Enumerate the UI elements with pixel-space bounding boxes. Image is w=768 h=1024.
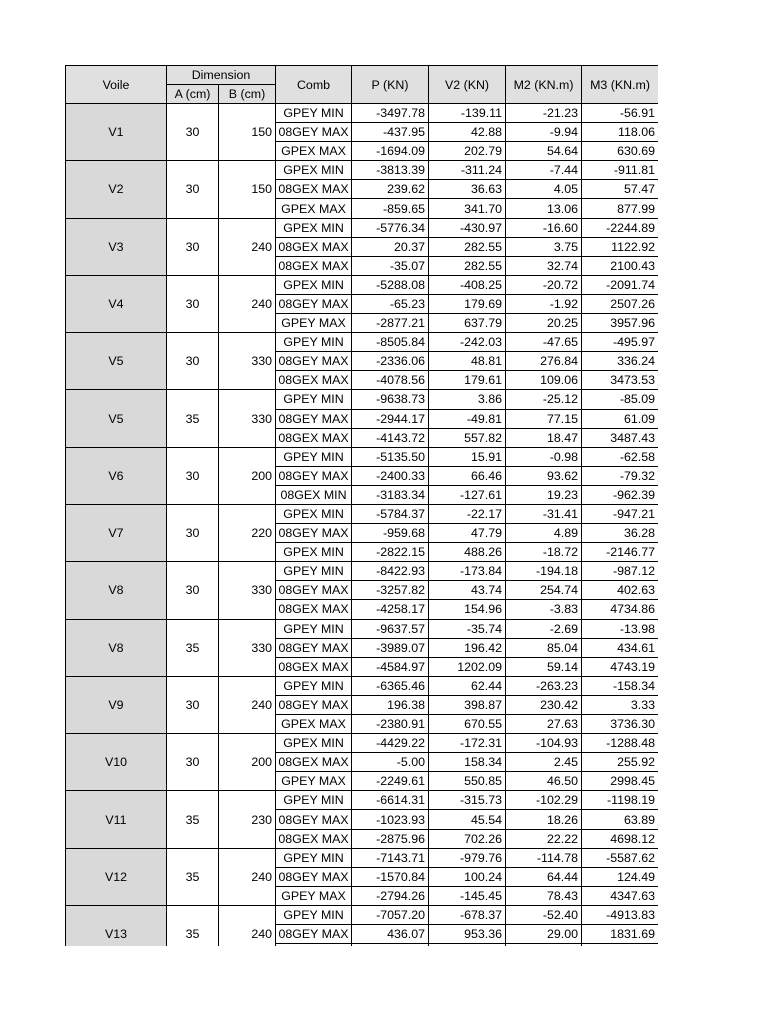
m3-cell: 61.09 (582, 409, 658, 428)
m3-cell: -947.21 (582, 504, 658, 523)
m2-cell: 254.74 (506, 581, 582, 600)
m2-cell: 276.84 (506, 352, 582, 371)
m2-cell: 2.45 (506, 753, 582, 772)
v2-cell (429, 944, 506, 946)
m3-cell: -495.97 (582, 333, 658, 352)
results-sheet (65, 65, 658, 946)
v2-cell: 488.26 (429, 543, 506, 562)
v2-cell: -173.84 (429, 562, 506, 581)
m3-cell: 3487.43 (582, 428, 658, 447)
m2-cell: 4.89 (506, 524, 582, 543)
v2-cell: 179.61 (429, 371, 506, 390)
m2-cell: 59.14 (506, 657, 582, 676)
p-cell: -8422.93 (352, 562, 429, 581)
m2-cell: 22.22 (506, 829, 582, 848)
comb-cell: 08GEY MAX (276, 123, 352, 142)
table-row (66, 275, 659, 294)
header-comb: Comb (276, 66, 352, 104)
comb-cell: GPEY MIN (276, 562, 352, 581)
m3-cell: 57.47 (582, 180, 658, 199)
m3-cell: -4913.83 (582, 905, 658, 924)
v2-cell: 196.42 (429, 638, 506, 657)
voile-cell: V8 (66, 562, 167, 619)
header-p: P (KN) (352, 66, 429, 104)
v2-cell: 45.54 (429, 810, 506, 829)
comb-cell: 08GEY MAX (276, 925, 352, 944)
p-cell: -2400.33 (352, 466, 429, 485)
p-cell: -1694.09 (352, 142, 429, 161)
dimension-a-cell: 30 (167, 333, 219, 390)
comb-cell: GPEX MIN (276, 161, 352, 180)
dimension-a-cell: 30 (167, 504, 219, 561)
p-cell: -8505.84 (352, 333, 429, 352)
m3-cell: 2998.45 (582, 772, 658, 791)
m2-cell: 20.25 (506, 314, 582, 333)
voile-cell: V11 (66, 791, 167, 848)
m3-cell: 3.33 (582, 695, 658, 714)
m2-cell: 64.44 (506, 867, 582, 886)
header-voile: Voile (66, 66, 167, 104)
m2-cell: 3.75 (506, 237, 582, 256)
p-cell: -6614.31 (352, 791, 429, 810)
m2-cell: 77.15 (506, 409, 582, 428)
comb-cell: GPEX MIN (276, 504, 352, 523)
p-cell: -9638.73 (352, 390, 429, 409)
v2-cell: -139.11 (429, 104, 506, 123)
dimension-a-cell: 30 (167, 447, 219, 504)
dimension-a-cell: 35 (167, 619, 219, 676)
comb-cell: GPEY MIN (276, 333, 352, 352)
v2-cell: 66.46 (429, 466, 506, 485)
v2-cell: 48.81 (429, 352, 506, 371)
m3-cell: -2091.74 (582, 275, 658, 294)
m3-cell: 124.49 (582, 867, 658, 886)
dimension-a-cell: 30 (167, 218, 219, 275)
p-cell: -2336.06 (352, 352, 429, 371)
m3-cell: 63.89 (582, 810, 658, 829)
m2-cell: -47.65 (506, 333, 582, 352)
p-cell: 436.07 (352, 925, 429, 944)
p-cell: -35.07 (352, 256, 429, 275)
m2-cell: -1.92 (506, 294, 582, 313)
comb-cell: 08GEX MAX (276, 657, 352, 676)
comb-cell: GPEX MIN (276, 275, 352, 294)
v2-cell: 550.85 (429, 772, 506, 791)
v2-cell: 3.86 (429, 390, 506, 409)
m2-cell: 27.63 (506, 715, 582, 734)
p-cell: -3497.78 (352, 104, 429, 123)
table-row (66, 161, 659, 180)
comb-cell: GPEY MIN (276, 905, 352, 924)
v2-cell: -979.76 (429, 848, 506, 867)
voile-cell: V3 (66, 218, 167, 275)
voile-cell: V6 (66, 447, 167, 504)
m3-cell: 4734.86 (582, 600, 658, 619)
m2-cell: -114.78 (506, 848, 582, 867)
m2-cell: -104.93 (506, 734, 582, 753)
dimension-b-cell: 240 (219, 275, 276, 332)
m2-cell: 78.43 (506, 886, 582, 905)
m2-cell: -0.98 (506, 447, 582, 466)
voile-cell: V4 (66, 275, 167, 332)
dimension-b-cell: 330 (219, 619, 276, 676)
comb-cell: GPEY MAX (276, 314, 352, 333)
m2-cell: 18.47 (506, 428, 582, 447)
v2-cell: 1202.09 (429, 657, 506, 676)
v2-cell: -242.03 (429, 333, 506, 352)
p-cell: -5.00 (352, 753, 429, 772)
m3-cell: 1831.69 (582, 925, 658, 944)
m2-cell (506, 944, 582, 946)
comb-cell: GPEY MIN (276, 676, 352, 695)
dimension-b-cell: 230 (219, 791, 276, 848)
comb-cell: GPEY MIN (276, 619, 352, 638)
m2-cell: -16.60 (506, 218, 582, 237)
v2-cell: 557.82 (429, 428, 506, 447)
header-v2: V2 (KN) (429, 66, 506, 104)
m2-cell: -7.44 (506, 161, 582, 180)
p-cell: -2822.15 (352, 543, 429, 562)
v2-cell: 637.79 (429, 314, 506, 333)
comb-cell: 08GEX MAX (276, 428, 352, 447)
dimension-b-cell: 200 (219, 734, 276, 791)
dimension-b-cell: 240 (219, 676, 276, 733)
v2-cell: 43.74 (429, 581, 506, 600)
table-row (66, 619, 659, 638)
comb-cell: 08GEX MAX (276, 256, 352, 275)
m2-cell: -263.23 (506, 676, 582, 695)
dimension-b-cell: 150 (219, 161, 276, 218)
table-row (66, 905, 659, 924)
comb-cell: GPEX MIN (276, 734, 352, 753)
m2-cell: 4.05 (506, 180, 582, 199)
m2-cell: 85.04 (506, 638, 582, 657)
v2-cell: 47.79 (429, 524, 506, 543)
p-cell: -437.95 (352, 123, 429, 142)
dimension-a-cell: 35 (167, 848, 219, 905)
table-row (66, 791, 659, 810)
m3-cell: 118.06 (582, 123, 658, 142)
m3-cell: -79.32 (582, 466, 658, 485)
table-row (66, 848, 659, 867)
header-m2: M2 (KN.m) (506, 66, 582, 104)
m2-cell: -194.18 (506, 562, 582, 581)
p-cell (352, 944, 429, 946)
table-row (66, 218, 659, 237)
v2-cell: 36.63 (429, 180, 506, 199)
dimension-b-cell: 200 (219, 447, 276, 504)
dimension-b-cell: 330 (219, 562, 276, 619)
v2-cell: 702.26 (429, 829, 506, 848)
dimension-b-cell: 240 (219, 218, 276, 275)
dimension-b-cell: 330 (219, 333, 276, 390)
m3-cell: 2507.26 (582, 294, 658, 313)
m3-cell: 1122.92 (582, 237, 658, 256)
p-cell: -2249.61 (352, 772, 429, 791)
comb-cell: GPEY MAX (276, 772, 352, 791)
m2-cell: -18.72 (506, 543, 582, 562)
comb-cell: GPEX MAX (276, 715, 352, 734)
p-cell: 239.62 (352, 180, 429, 199)
comb-cell: GPEX MIN (276, 543, 352, 562)
m2-cell: -31.41 (506, 504, 582, 523)
m2-cell: -20.72 (506, 275, 582, 294)
m3-cell (582, 944, 658, 946)
voile-cell: V2 (66, 161, 167, 218)
table-row (66, 504, 659, 523)
m3-cell: -5587.62 (582, 848, 658, 867)
table-row (66, 734, 659, 753)
table-row (66, 390, 659, 409)
comb-cell: 08GEY MAX (276, 294, 352, 313)
comb-cell: GPEY MIN (276, 390, 352, 409)
p-cell: -859.65 (352, 199, 429, 218)
voile-cell: V1 (66, 104, 167, 161)
comb-cell: 08GEY MAX (276, 810, 352, 829)
m2-cell: 46.50 (506, 772, 582, 791)
voile-cell: V7 (66, 504, 167, 561)
m2-cell: 93.62 (506, 466, 582, 485)
voile-cell: V9 (66, 676, 167, 733)
comb-cell: 08GEX MAX (276, 829, 352, 848)
p-cell: -65.23 (352, 294, 429, 313)
m2-cell: -9.94 (506, 123, 582, 142)
m3-cell: 3736.30 (582, 715, 658, 734)
comb-cell: GPEX MAX (276, 142, 352, 161)
comb-cell (276, 944, 352, 946)
comb-cell: GPEX MAX (276, 199, 352, 218)
dimension-a-cell: 35 (167, 390, 219, 447)
m3-cell: 3957.96 (582, 314, 658, 333)
v2-cell: 202.79 (429, 142, 506, 161)
m3-cell: -158.34 (582, 676, 658, 695)
m3-cell: 336.24 (582, 352, 658, 371)
header-dimension: Dimension (167, 66, 276, 85)
v2-cell: 42.88 (429, 123, 506, 142)
m2-cell: 19.23 (506, 485, 582, 504)
m3-cell: -2146.77 (582, 543, 658, 562)
header-a: A (cm) (167, 85, 219, 104)
dimension-b-cell: 330 (219, 390, 276, 447)
dimension-a-cell: 30 (167, 275, 219, 332)
p-cell: -3813.39 (352, 161, 429, 180)
header-b: B (cm) (219, 85, 276, 104)
m2-cell: 54.64 (506, 142, 582, 161)
m2-cell: -3.83 (506, 600, 582, 619)
table-row (66, 333, 659, 352)
m3-cell: 630.69 (582, 142, 658, 161)
m3-cell: 2100.43 (582, 256, 658, 275)
p-cell: -3183.34 (352, 485, 429, 504)
v2-cell: 15.91 (429, 447, 506, 466)
p-cell: -6365.46 (352, 676, 429, 695)
dimension-a-cell: 30 (167, 676, 219, 733)
p-cell: 20.37 (352, 237, 429, 256)
voile-cell: V13 (66, 905, 167, 946)
voile-cell: V8 (66, 619, 167, 676)
v2-cell: -430.97 (429, 218, 506, 237)
comb-cell: GPEY MIN (276, 791, 352, 810)
v2-cell: 154.96 (429, 600, 506, 619)
m3-cell: 4347.63 (582, 886, 658, 905)
dimension-a-cell: 30 (167, 161, 219, 218)
v2-cell: 282.55 (429, 256, 506, 275)
m3-cell: -962.39 (582, 485, 658, 504)
dimension-a-cell: 30 (167, 104, 219, 161)
m3-cell: -56.91 (582, 104, 658, 123)
header-m3: M3 (KN.m) (582, 66, 658, 104)
p-cell: -9637.57 (352, 619, 429, 638)
m2-cell: -21.23 (506, 104, 582, 123)
m3-cell: -85.09 (582, 390, 658, 409)
m2-cell: 230.42 (506, 695, 582, 714)
m2-cell: 109.06 (506, 371, 582, 390)
p-cell: -3257.82 (352, 581, 429, 600)
m2-cell: 13.06 (506, 199, 582, 218)
v2-cell: -127.61 (429, 485, 506, 504)
m2-cell: -52.40 (506, 905, 582, 924)
m3-cell: 402.63 (582, 581, 658, 600)
comb-cell: 08GEX MAX (276, 600, 352, 619)
dimension-b-cell: 220 (219, 504, 276, 561)
comb-cell: 08GEX MAX (276, 753, 352, 772)
dimension-b-cell: 150 (219, 104, 276, 161)
m3-cell: -987.12 (582, 562, 658, 581)
voile-cell: V10 (66, 734, 167, 791)
v2-cell: 953.36 (429, 925, 506, 944)
p-cell: -4258.17 (352, 600, 429, 619)
comb-cell: GPEY MIN (276, 447, 352, 466)
m2-cell: 32.74 (506, 256, 582, 275)
p-cell: -959.68 (352, 524, 429, 543)
m3-cell: -62.58 (582, 447, 658, 466)
v2-cell: 158.34 (429, 753, 506, 772)
v2-cell: 341.70 (429, 199, 506, 218)
m3-cell: 877.99 (582, 199, 658, 218)
m3-cell: 3473.53 (582, 371, 658, 390)
table-row (66, 676, 659, 695)
m2-cell: 29.00 (506, 925, 582, 944)
table-body (66, 104, 659, 947)
comb-cell: 08GEY MAX (276, 466, 352, 485)
p-cell: -5776.34 (352, 218, 429, 237)
comb-cell: 08GEX MAX (276, 371, 352, 390)
m3-cell: 255.92 (582, 753, 658, 772)
v2-cell: 398.87 (429, 695, 506, 714)
table-row (66, 447, 659, 466)
v2-cell: -678.37 (429, 905, 506, 924)
p-cell: -4143.72 (352, 428, 429, 447)
p-cell: -4078.56 (352, 371, 429, 390)
m3-cell: -1198.19 (582, 791, 658, 810)
m3-cell: 434.61 (582, 638, 658, 657)
v2-cell: -35.74 (429, 619, 506, 638)
comb-cell: 08GEY MAX (276, 524, 352, 543)
comb-cell: 08GEY MAX (276, 638, 352, 657)
p-cell: -5135.50 (352, 447, 429, 466)
p-cell: -2877.21 (352, 314, 429, 333)
m3-cell: -911.81 (582, 161, 658, 180)
m3-cell: 36.28 (582, 524, 658, 543)
comb-cell: 08GEY MAX (276, 352, 352, 371)
comb-cell: 08GEX MIN (276, 485, 352, 504)
p-cell: -2944.17 (352, 409, 429, 428)
comb-cell: 08GEY MAX (276, 409, 352, 428)
m3-cell: -1288.48 (582, 734, 658, 753)
v2-cell: 670.55 (429, 715, 506, 734)
v2-cell: -22.17 (429, 504, 506, 523)
v2-cell: -315.73 (429, 791, 506, 810)
p-cell: -7143.71 (352, 848, 429, 867)
p-cell: -2380.91 (352, 715, 429, 734)
m2-cell: -102.29 (506, 791, 582, 810)
p-cell: -7057.20 (352, 905, 429, 924)
v2-cell: -49.81 (429, 409, 506, 428)
voile-cell: V5 (66, 390, 167, 447)
p-cell: -4584.97 (352, 657, 429, 676)
comb-cell: GPEX MIN (276, 218, 352, 237)
m3-cell: -13.98 (582, 619, 658, 638)
p-cell: -2875.96 (352, 829, 429, 848)
comb-cell: 08GEX MAX (276, 237, 352, 256)
v2-cell: 62.44 (429, 676, 506, 695)
comb-cell: GPEY MIN (276, 104, 352, 123)
dimension-b-cell: 240 (219, 905, 276, 946)
v2-cell: 282.55 (429, 237, 506, 256)
v2-cell: -311.24 (429, 161, 506, 180)
comb-cell: 08GEY MAX (276, 581, 352, 600)
voile-cell: V12 (66, 848, 167, 905)
v2-cell: 100.24 (429, 867, 506, 886)
p-cell: -4429.22 (352, 734, 429, 753)
v2-cell: -408.25 (429, 275, 506, 294)
m2-cell: 18.26 (506, 810, 582, 829)
dimension-a-cell: 35 (167, 791, 219, 848)
p-cell: -1570.84 (352, 867, 429, 886)
voile-cell: V5 (66, 333, 167, 390)
table-row (66, 104, 659, 123)
dimension-a-cell: 30 (167, 562, 219, 619)
v2-cell: -145.45 (429, 886, 506, 905)
v2-cell: 179.69 (429, 294, 506, 313)
p-cell: -2794.26 (352, 886, 429, 905)
p-cell: -3989.07 (352, 638, 429, 657)
p-cell: -5288.08 (352, 275, 429, 294)
comb-cell: GPEY MAX (276, 886, 352, 905)
m3-cell: -2244.89 (582, 218, 658, 237)
dimension-b-cell: 240 (219, 848, 276, 905)
m2-cell: -25.12 (506, 390, 582, 409)
m3-cell: 4743.19 (582, 657, 658, 676)
dimension-a-cell: 30 (167, 734, 219, 791)
comb-cell: 08GEY MAX (276, 867, 352, 886)
p-cell: -5784.37 (352, 504, 429, 523)
p-cell: -1023.93 (352, 810, 429, 829)
comb-cell: 08GEY MAX (276, 695, 352, 714)
table-row (66, 562, 659, 581)
wall-results-table (65, 65, 658, 946)
comb-cell: GPEY MIN (276, 848, 352, 867)
comb-cell: 08GEX MAX (276, 180, 352, 199)
p-cell: 196.38 (352, 695, 429, 714)
v2-cell: -172.31 (429, 734, 506, 753)
m3-cell: 4698.12 (582, 829, 658, 848)
m2-cell: -2.69 (506, 619, 582, 638)
dimension-a-cell: 35 (167, 905, 219, 946)
